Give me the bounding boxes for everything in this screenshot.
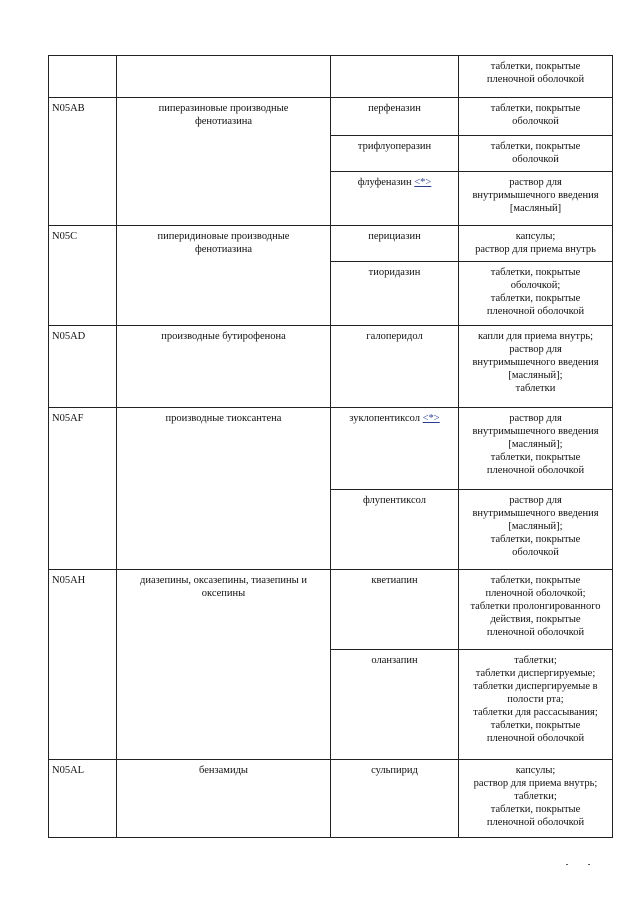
atc-code-cell: N05AB bbox=[49, 98, 117, 226]
inn-cell: перициазин bbox=[331, 226, 459, 262]
dosage-form-line: таблетки пролонгированного bbox=[470, 601, 601, 612]
dosage-form-line: раствор для bbox=[509, 495, 562, 506]
dosage-form-line: таблетки; bbox=[514, 655, 557, 666]
group-cell bbox=[117, 570, 331, 760]
group-line: диазепины, оксазепины, тиазепины и bbox=[140, 575, 307, 586]
footnote-link[interactable]: <*> bbox=[414, 177, 432, 188]
inn-cell: флупентиксол bbox=[331, 490, 459, 570]
dosage-form-line: [масляный]; bbox=[508, 370, 563, 381]
group-cell bbox=[117, 98, 331, 226]
scan-speck bbox=[566, 864, 568, 865]
table-row bbox=[49, 408, 613, 490]
dosage-form-line: полости рта; bbox=[507, 694, 564, 705]
dosage-form-line: раствор для bbox=[509, 344, 562, 355]
dosage-form-line: капсулы; bbox=[515, 765, 556, 776]
group-cell: производные бутирофенона bbox=[117, 326, 331, 408]
dosage-form-line: капсулы; bbox=[515, 231, 556, 242]
dosage-form-line: пленочной оболочкой; bbox=[485, 588, 586, 599]
dosage-form-line: пленочной оболочкой bbox=[486, 627, 585, 638]
atc-code-cell: N05AL bbox=[49, 760, 117, 838]
dosage-form-line: внутримышечного введения bbox=[472, 426, 599, 437]
inn-cell: тиоридазин bbox=[331, 262, 459, 326]
dosage-form-line: таблетки диспергируемые; bbox=[475, 668, 596, 679]
inn-cell: перфеназин bbox=[331, 98, 459, 136]
inn-cell: кветиапин bbox=[331, 570, 459, 650]
dosage-form-line: внутримышечного введения bbox=[472, 190, 599, 201]
atc-code-cell: N05AF bbox=[49, 408, 117, 570]
atc-code-cell: N05C bbox=[49, 226, 117, 326]
inn-cell: сульпирид bbox=[331, 760, 459, 838]
inn-name: флуфеназин bbox=[357, 177, 412, 188]
dosage-form-cell bbox=[459, 262, 613, 326]
dosage-form-line: пленочной оболочкой bbox=[486, 465, 585, 476]
inn-cell bbox=[331, 408, 459, 490]
dosage-form-line: раствор для приема внутрь bbox=[475, 244, 596, 255]
dosage-form-line: таблетки; bbox=[514, 791, 557, 802]
drug-table bbox=[48, 55, 613, 838]
inn-cell: галоперидол bbox=[331, 326, 459, 408]
dosage-form-line: оболочкой; bbox=[510, 280, 561, 291]
table-row bbox=[49, 98, 613, 136]
dosage-form-line: таблетки для рассасывания; bbox=[473, 707, 598, 718]
group-line: фенотиазина bbox=[194, 116, 253, 127]
dosage-form-line: таблетки диспергируемые в bbox=[473, 681, 598, 692]
dosage-form-cell bbox=[459, 226, 613, 262]
dosage-form-line: пленочной оболочкой bbox=[486, 74, 585, 85]
inn-cell: трифлуоперазин bbox=[331, 136, 459, 172]
inn-cell bbox=[331, 172, 459, 226]
group-cell: бензамиды bbox=[117, 760, 331, 838]
dosage-form-line: таблетки, покрытые bbox=[490, 61, 581, 72]
atc-code-cell: N05AH bbox=[49, 570, 117, 760]
group-cell: производные тиоксантена bbox=[117, 408, 331, 570]
footnote-link[interactable]: <*> bbox=[422, 413, 440, 424]
dosage-form-cell bbox=[459, 136, 613, 172]
dosage-form-line: раствор для приема внутрь; bbox=[473, 778, 598, 789]
dosage-form-line: таблетки, покрытые bbox=[490, 267, 581, 278]
dosage-form-line: оболочкой bbox=[512, 547, 559, 558]
dosage-form-cell bbox=[459, 326, 613, 408]
dosage-form-cell bbox=[459, 650, 613, 760]
dosage-form-line: [масляный]; bbox=[508, 521, 563, 532]
dosage-form-line: таблетки, покрытые bbox=[490, 720, 581, 731]
dosage-form-line: таблетки, покрытые bbox=[490, 575, 581, 586]
dosage-form-line: таблетки bbox=[515, 383, 556, 394]
dosage-form-line: таблетки, покрытые bbox=[490, 103, 581, 114]
dosage-form-line: таблетки, покрытые bbox=[490, 293, 581, 304]
scan-speck bbox=[588, 864, 590, 865]
dosage-form-cell bbox=[459, 490, 613, 570]
group-line: фенотиазина bbox=[194, 244, 253, 255]
inn-cell: оланзапин bbox=[331, 650, 459, 760]
dosage-form-line: таблетки, покрытые bbox=[490, 804, 581, 815]
dosage-form-line: таблетки, покрытые bbox=[490, 141, 581, 152]
table-row bbox=[49, 226, 613, 262]
group-line: оксепины bbox=[201, 588, 246, 599]
dosage-form-line: пленочной оболочкой bbox=[486, 306, 585, 317]
table-row bbox=[49, 326, 613, 408]
dosage-form-line: пленочной оболочкой bbox=[486, 733, 585, 744]
dosage-form-cell bbox=[459, 56, 613, 98]
dosage-form-line: [масляный] bbox=[509, 203, 562, 214]
dosage-form-cell bbox=[459, 760, 613, 838]
table-row bbox=[49, 760, 613, 838]
dosage-form-cell bbox=[459, 570, 613, 650]
dosage-form-line: таблетки, покрытые bbox=[490, 452, 581, 463]
dosage-form-line: внутримышечного введения bbox=[472, 357, 599, 368]
group-line: пиперидиновые производные bbox=[157, 231, 290, 242]
dosage-form-line: [масляный]; bbox=[508, 439, 563, 450]
atc-code-cell bbox=[49, 56, 117, 98]
dosage-form-line: таблетки, покрытые bbox=[490, 534, 581, 545]
dosage-form-line: пленочной оболочкой bbox=[486, 817, 585, 828]
dosage-form-cell bbox=[459, 172, 613, 226]
dosage-form-line: оболочкой bbox=[512, 154, 559, 165]
inn-name: зуклопентиксол bbox=[349, 413, 420, 424]
dosage-form-line: действия, покрытые bbox=[490, 614, 581, 625]
group-cell bbox=[117, 226, 331, 326]
inn-cell bbox=[331, 56, 459, 98]
dosage-form-line: внутримышечного введения bbox=[472, 508, 599, 519]
dosage-form-cell bbox=[459, 408, 613, 490]
table-row bbox=[49, 56, 613, 98]
group-cell bbox=[117, 56, 331, 98]
dosage-form-cell bbox=[459, 98, 613, 136]
dosage-form-line: оболочкой bbox=[512, 116, 559, 127]
dosage-form-line: раствор для bbox=[509, 177, 562, 188]
dosage-form-line: раствор для bbox=[509, 413, 562, 424]
atc-code-cell: N05AD bbox=[49, 326, 117, 408]
table-row bbox=[49, 570, 613, 650]
group-line: пиперазиновые производные bbox=[158, 103, 289, 114]
dosage-form-line: капли для приема внутрь; bbox=[477, 331, 594, 342]
